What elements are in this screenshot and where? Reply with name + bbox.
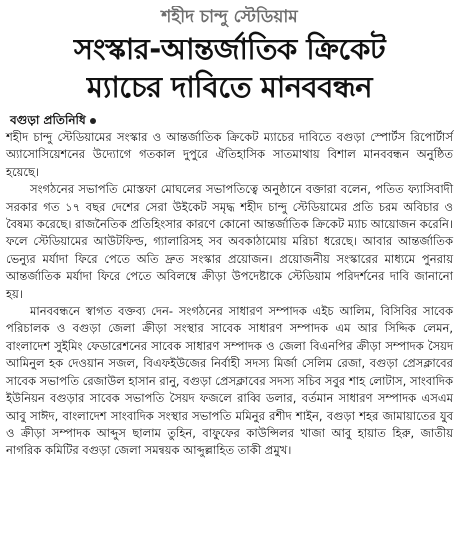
byline-text: বগুড়া প্রতিনিধি [10, 113, 86, 127]
paragraph-3: মানববন্ধনে স্বাগত বক্তব্য দেন- সংগঠনের সাধারণ সম্পাদক এইচ আলিম, বিসিবির সাবেক পরিচালক ও বগুড়া জেলা ক্রীড়া সংস্থার সাবেক সাধারণ সম্পাদক এম আর সিদ্দিক লেমন, বাংলাদেশ সুইমিং ফেডারেশনের সাবেক সাধারণ সম্পাদক ও জেলা বিএনপির ক্রীড়া সম্পাদক সৈয়দ আমিনুল হক দেওয়ান সজল, বিএফইউজের নির্বাহী সদস্য মির্জা সেলিম রেজা, বগুড়া প্রেসক্লাবের সাবেক সভাপতি রেজাউল হাসান রানু, বগুড়া প্রেসক্লাবের সদস্য সচিব সবুর শাহ লোটাস, সাংবাদিক ইউনিয়ন বগুড়ার সাবেক সভাপতি সৈয়দ ফজলে রাব্বি ডলার, বর্তমান সাধারণ সম্পাদক এসএম আবু সাঈদ, বাংলাদেশ সাংবাদিক সংস্থার সভাপতি মমিনুর রশীদ শাইন, বগুড়া শহর জামায়াতের যুব ও ক্রীড়া সম্পাদক আব্দুস ছালাম তুহিন, বাফুফের কাউন্সিলর খাজা আবু হায়াত হিরু, জাতীয় নাগরিক কমিটির বগুড়া জেলা সমন্বয়ক আব্দুল্লাহিত তাকী প্রমুখ। [6, 304, 453, 458]
headline-line-2: ম্যাচের দাবিতে মানববন্ধন [86, 70, 373, 104]
byline [10, 112, 453, 129]
paragraph-2: সংগঠনের সভাপতি মোস্তফা মোঘলের সভাপতিত্বে অনুষ্ঠানে বক্তারা বলেন, পতিত ফ্যাসিবাদী সরকার গত ১৭ বছর দেশের সেরা উইকেট সমৃদ্ধ শহীদ চান্দু স্টেডিয়ামের প্রতি চরম অবিচার ও বৈষম্য করেছে। রাজনৈতিক প্রতিহিংসার কারণে কোনো আন্তর্জাতিক ক্রিকেট ম্যাচ আয়োজন করেনি। ফলে স্টেডিয়ামের আউটফিল্ড, গ্যালারিসহ সব অবকাঠামোয় মরিচা ধরেছে। আবার আন্তর্জাতিক ভেন্যুর মর্যাদা ফিরে পেতে অতি দ্রুত সংস্কার প্রয়োজন। প্রয়োজনীয় সংস্কারের মাধ্যমে পুনরায় আন্তর্জাতিক মর্যাদা ফিরে পেতে অবিলম্বে ক্রীড়া উপদেষ্টাকে স্টেডিয়াম পরিদর্শনের দাবি জানানো হয়। [6, 182, 453, 301]
article-body [6, 129, 453, 460]
headline-line-1: সংস্কার-আন্তর্জাতিক ক্রিকেট [73, 32, 386, 66]
bullet-icon [90, 118, 96, 124]
kicker-heading: শহীদ চান্দু স্টেডিয়াম [161, 7, 298, 27]
paragraph-1: শহীদ চান্দু স্টেডিয়ামের সংস্কার ও আন্তর্জাতিক ক্রিকেট ম্যাচের দাবিতে বগুড়া স্পোর্টস রিপোর্টার্স অ্যাসোসিয়েশনের উদ্যোগে গতকাল দুপুরে ঐতিহাসিক সাতমাথায় বিশাল মানববন্ধন অনুষ্ঠিত হয়েছে। [6, 130, 453, 179]
